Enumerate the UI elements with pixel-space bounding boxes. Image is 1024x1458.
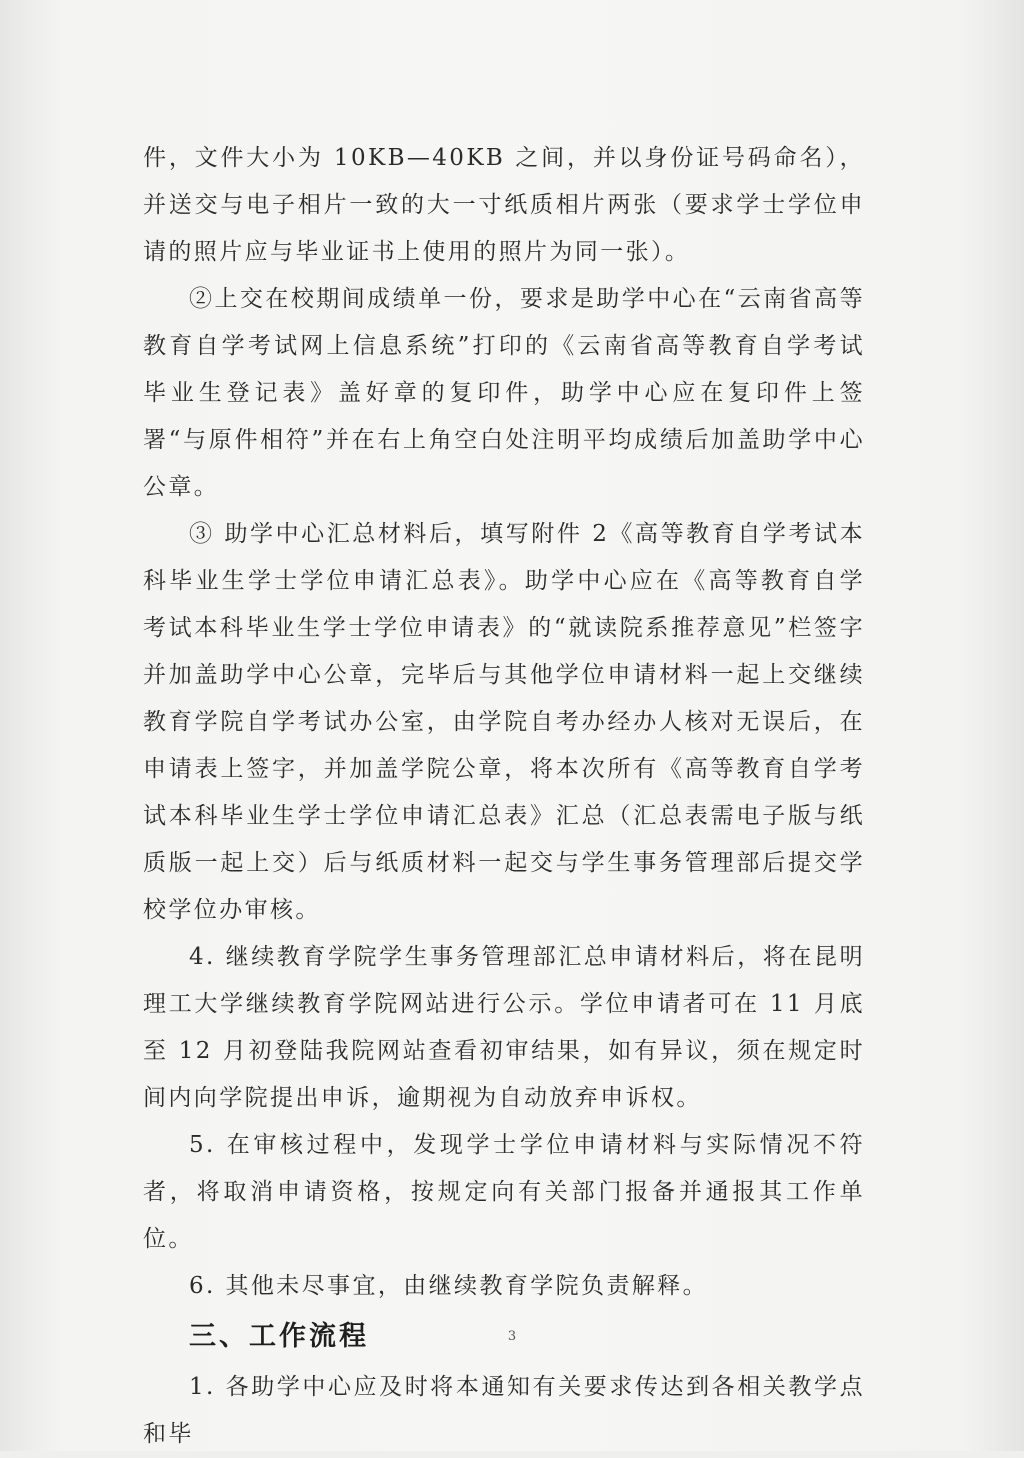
paragraph-other-matters: 6. 其他未尽事宜，由继续教育学院负责解释。 xyxy=(189,1273,709,1299)
paragraph-summary-table: ③ 助学中心汇总材料后，填写附件 2《高等教育自学考试本科毕业生学士学位申请汇总表》。助学中心应在《高等教育自学考试本科毕业生学士学位申请表》的“就读院系推荐意见”栏签字并加盖助学中心公章，完毕后与其他学位申请材料一起上交继续教育学院自学考试办公室，由学院自考办经办人核对无误后，在申请表上签字，并加盖学院公章，将本次所有《高等教育自学考试本科毕业生学士学位申请汇总表》汇总（汇总表需电子版与纸质版一起上交）后与纸质材料一起交与学生事务管理部后提交学校学位办审核。 xyxy=(143,521,865,923)
paragraph-photo-requirements: 件，文件大小为 10KB—40KB 之间，并以身份证号码命名），并送交与电子相片一致的大一寸纸质相片两张（要求学士学位申请的照片应与毕业证书上使用的照片为同一张）。 xyxy=(143,145,865,265)
paragraph-review: 5. 在审核过程中，发现学士学位申请材料与实际情况不符者，将取消申请资格，按规定向有关部门报备并通报其工作单位。 xyxy=(143,1132,865,1252)
paragraph-workflow-item-1: 1. 各助学中心应及时将本通知有关要求传达到各相关教学点和毕 xyxy=(143,1374,865,1447)
page-number: 3 xyxy=(507,1329,517,1344)
paragraph-transcript: ②上交在校期间成绩单一份，要求是助学中心在“云南省高等教育自学考试网上信息系统”打印的《云南省高等教育自学考试毕业生登记表》盖好章的复印件，助学中心应在复印件上签署“与原件相符”并在右上角空白处注明平均成绩后加盖助学中心公章。 xyxy=(143,286,865,500)
section-heading-workflow: 三、工作流程 xyxy=(189,1321,369,1352)
document-body xyxy=(143,135,865,1458)
paragraph-publicity: 4. 继续教育学院学生事务管理部汇总申请材料后，将在昆明理工大学继续教育学院网站进行公示。学位申请者可在 11 月底至 12 月初登陆我院网站查看初审结果，如有异议，须在规定时间内向学院提出申诉，逾期视为自动放弃申诉权。 xyxy=(143,944,865,1111)
